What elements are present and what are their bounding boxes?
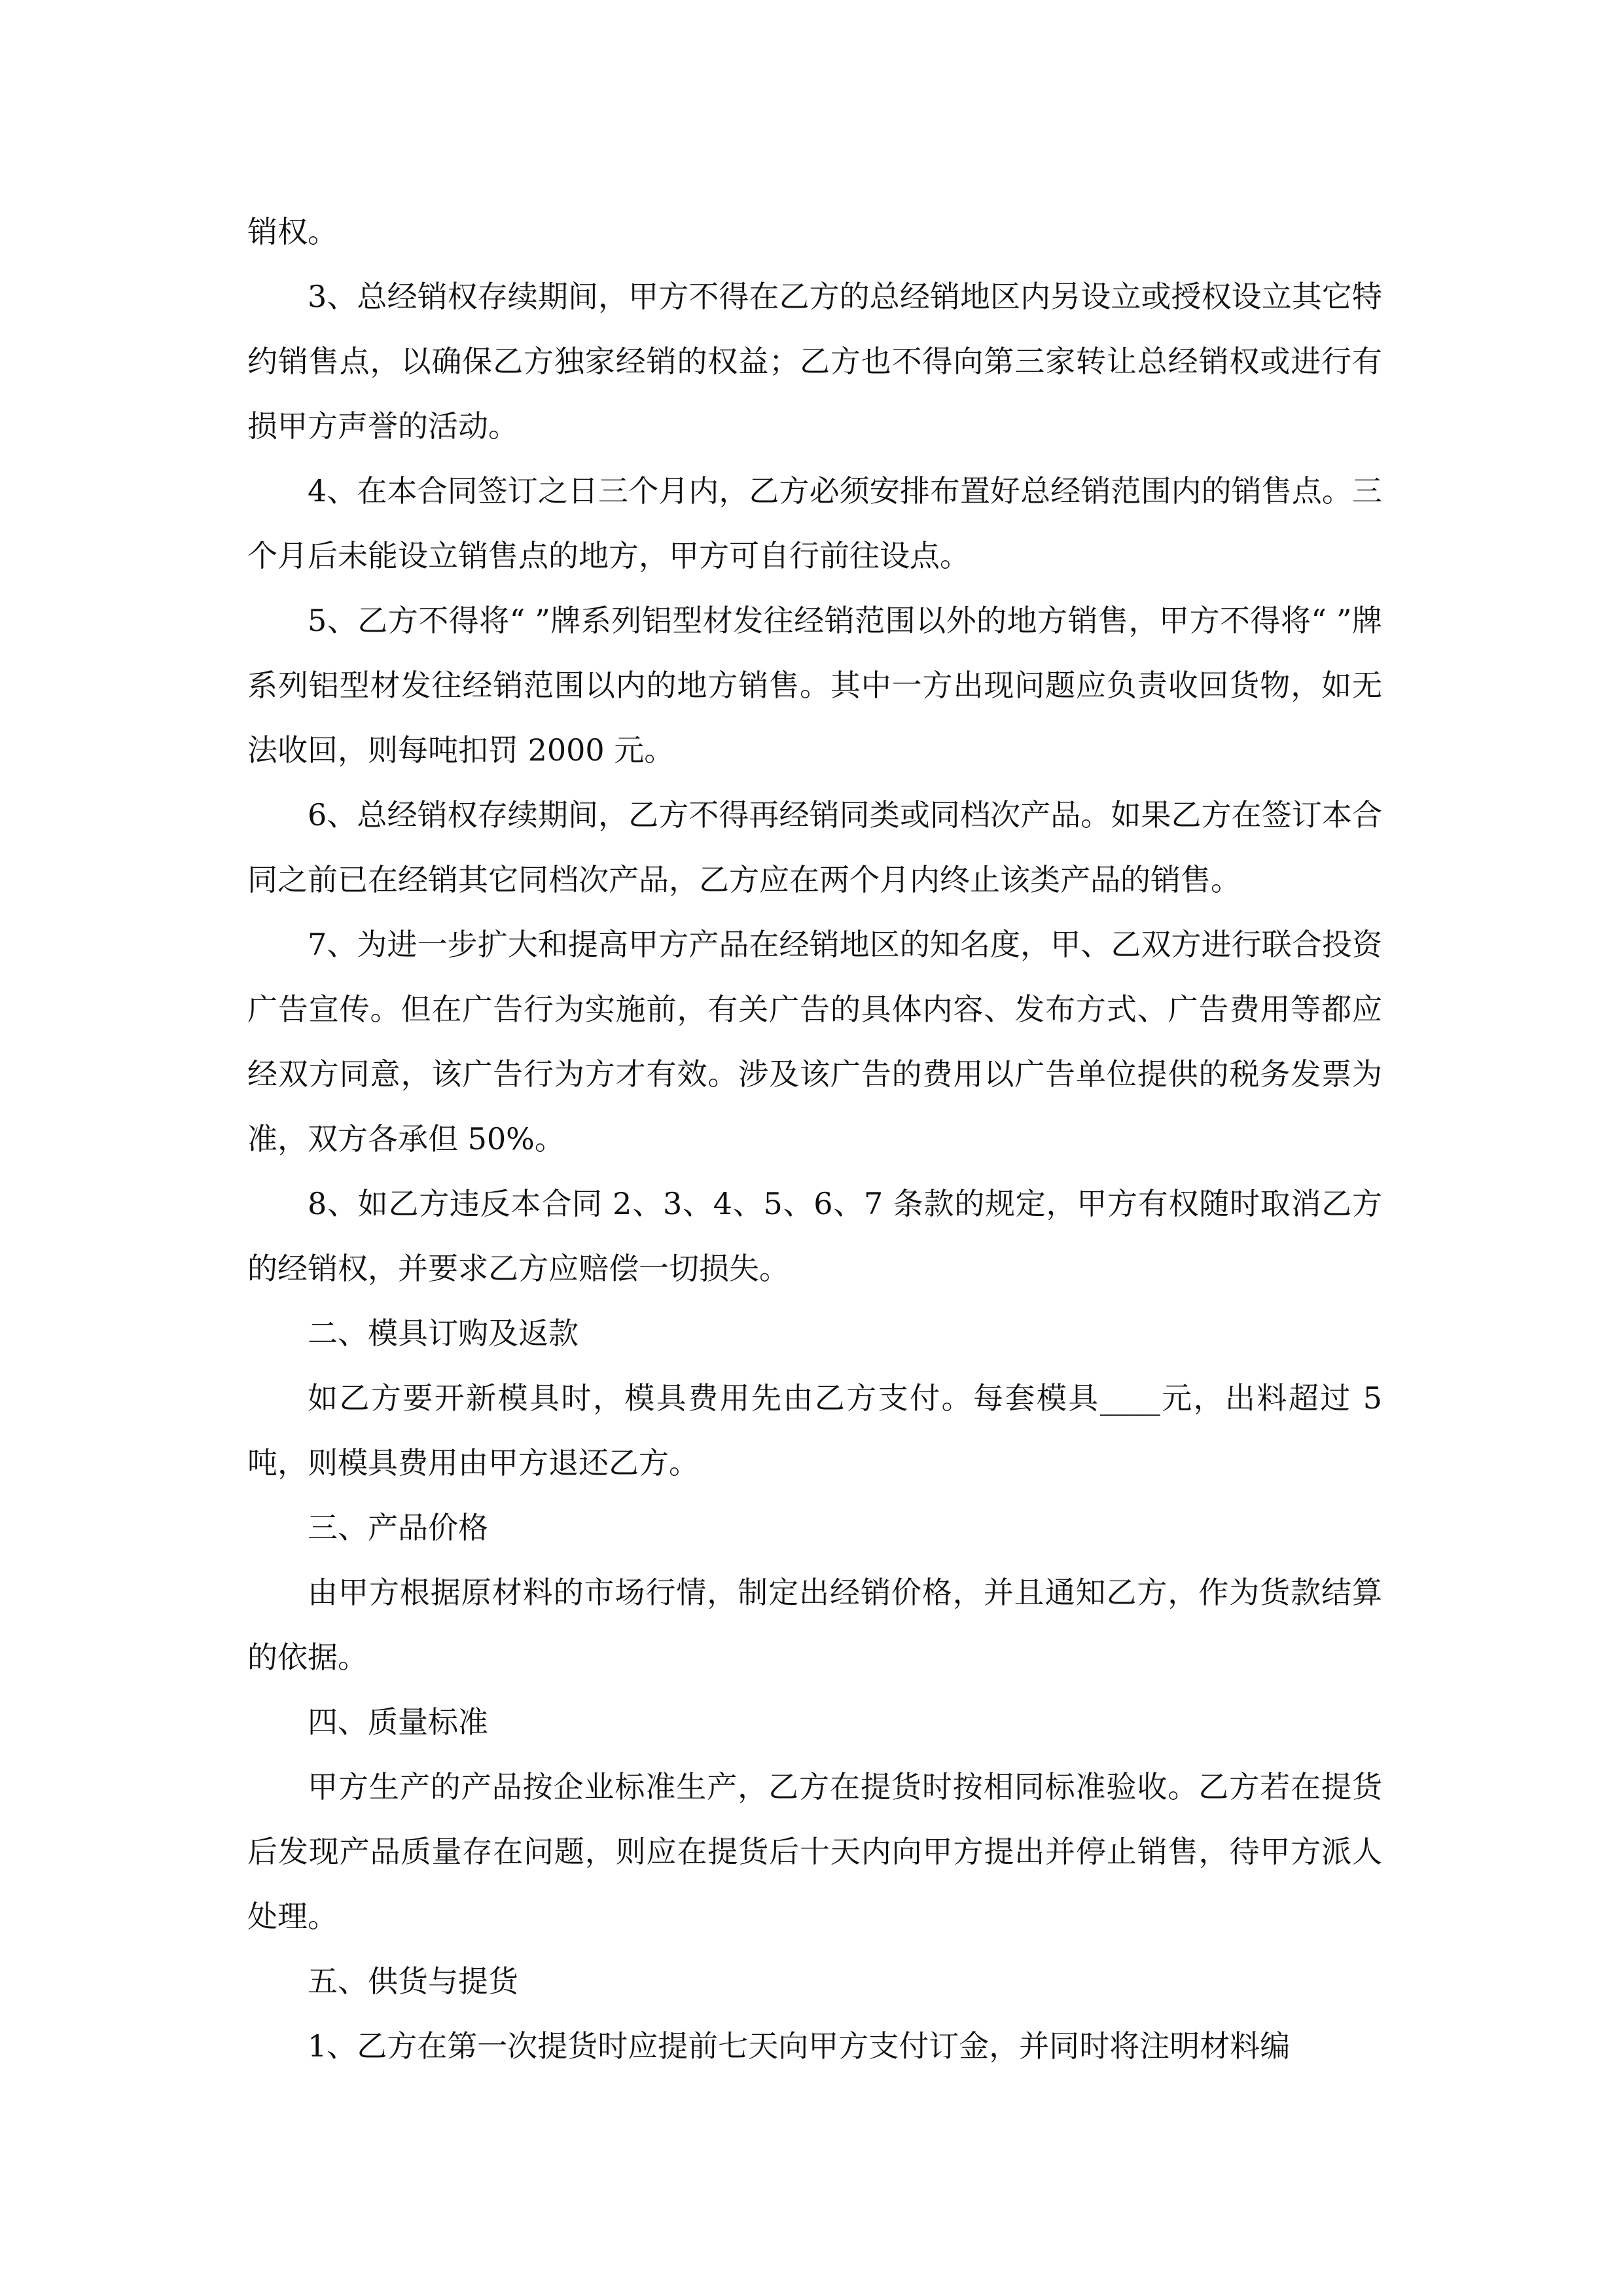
section-heading: 三、产品价格 [308,1510,488,1545]
paragraph: 如乙方要开新模具时，模具费用先由乙方支付。每套模具____元，出料超过 5 吨，则模具费用由甲方退还乙方。 [247,1380,1382,1480]
section-heading: 五、供货与提货 [308,1964,518,1999]
paragraph: 销权。 [247,214,338,249]
paragraph: 4、在本合同签订之日三个月内，乙方必须安排布置好总经销范围内的销售点。三个月后未能设立销售点的地方，甲方可自行前往设点。 [247,473,1382,573]
paragraph: 7、为进一步扩大和提高甲方产品在经销地区的知名度，甲、乙双方进行联合投资广告宣传。但在广告行为实施前，有关广告的具体内容、发布方式、广告费用等都应经双方同意，该广告行为方才有效。涉及该广告的费用以广告单位提供的税务发票为准，双方各承但 50%。 [247,927,1382,1157]
section-heading: 四、质量标准 [308,1704,488,1740]
paragraph: 甲方生产的产品按企业标准生产，乙方在提货时按相同标准验收。乙方若在提货后发现产品质量存在问题，则应在提货后十天内向甲方提出并停止销售，待甲方派人处理。 [247,1769,1382,1934]
paragraph: 3、总经销权存续期间，甲方不得在乙方的总经销地区内另设立或授权设立其它特约销售点，以确保乙方独家经销的权益；乙方也不得向第三家转让总经销权或进行有损甲方声誉的活动。 [247,279,1382,444]
paragraph: 由甲方根据原材料的市场行情，制定出经销价格，并且通知乙方，作为货款结算的依据。 [247,1575,1382,1675]
paragraph: 1、乙方在第一次提货时应提前七天向甲方支付订金，并同时将注明材料编 [308,2028,1291,2064]
paragraph: 8、如乙方违反本合同 2、3、4、5、6、7 条款的规定，甲方有权随时取消乙方的经销权，并要求乙方应赔偿一切损失。 [247,1186,1382,1286]
paragraph: 5、乙方不得将“ ”牌系列铝型材发往经销范围以外的地方销售，甲方不得将“ ”牌系列铝型材发往经销范围以内的地方销售。其中一方出现问题应负责收回货物，如无法收回，则每吨扣罚 2000 元。 [247,603,1382,768]
paragraph: 6、总经销权存续期间，乙方不得再经销同类或同档次产品。如果乙方在签订本合同之前已在经销其它同档次产品，乙方应在两个月内终止该类产品的销售。 [247,797,1382,897]
section-heading: 二、模具订购及返款 [308,1316,579,1351]
document-body [247,200,1382,2079]
